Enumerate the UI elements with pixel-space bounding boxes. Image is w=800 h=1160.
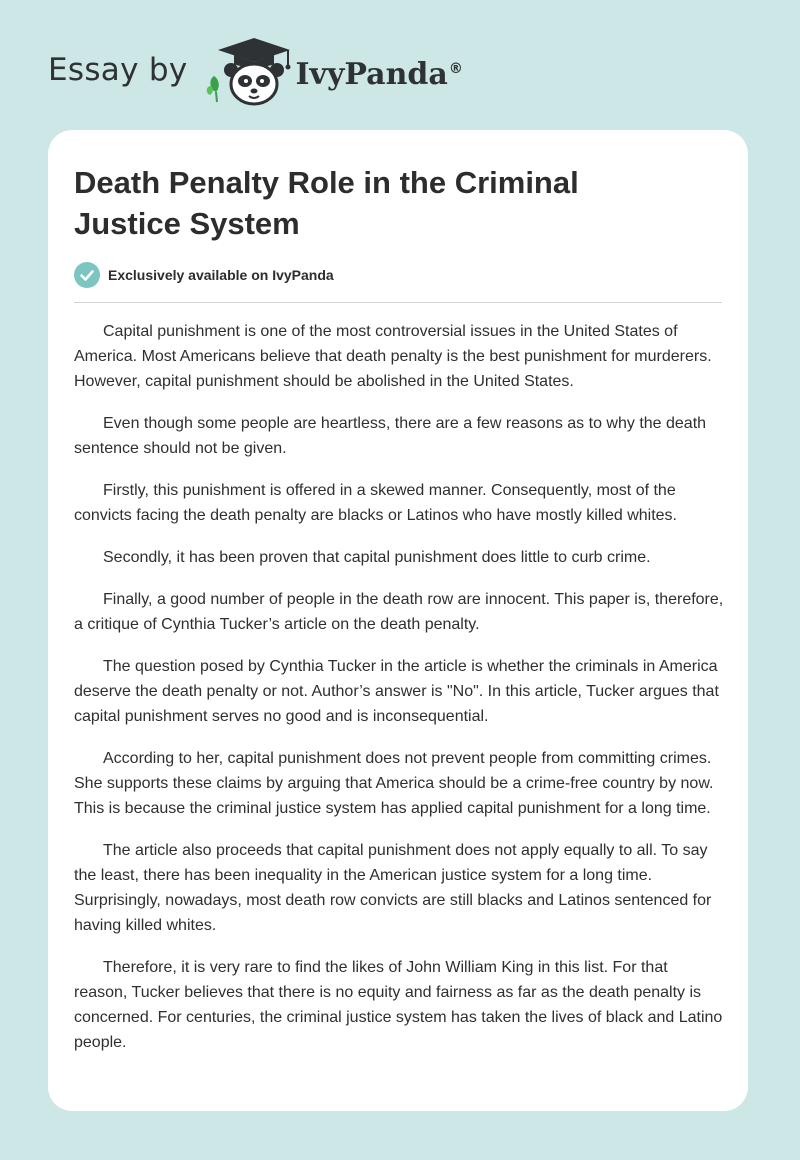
divider bbox=[74, 302, 722, 303]
essay-by-label: Essay by bbox=[48, 52, 188, 88]
paragraph: Capital punishment is one of the most controversial issues in the United States of America. Most Americans believe that death penalty is the best punishment for murderers. However, capital punishment should be abolished in the United States. bbox=[74, 323, 712, 390]
paragraph: Finally, a good number of people in the death row are innocent. This paper is, therefore, a critique of Cynthia Tucker’s article on the death penalty. bbox=[74, 591, 724, 633]
check-circle-icon bbox=[74, 262, 100, 288]
exclusive-label: Exclusively available on IvyPanda bbox=[108, 267, 334, 283]
paragraph: Even though some people are heartless, there are a few reasons as to why the death sentence should not be given. bbox=[74, 415, 707, 457]
paragraph: The article also proceeds that capital punishment does not apply equally to all. To say the least, there has been inequality in the American justice system for a long time. Surprisingly, nowadays, most death row convicts are still blacks and Latinos sentenced for having killed whites. bbox=[74, 842, 712, 934]
registered-mark: ® bbox=[448, 60, 463, 77]
essay-card bbox=[48, 130, 748, 1111]
essay-title: Death Penalty Role in the Criminal Justice System bbox=[74, 165, 579, 241]
exclusive-badge bbox=[74, 262, 334, 288]
paragraph: Firstly, this punishment is offered in a skewed manner. Consequently, most of the convicts facing the death penalty are blacks or Latinos who have mostly killed whites. bbox=[74, 482, 677, 524]
ivy-leaf-icon bbox=[206, 76, 218, 102]
paragraph: Secondly, it has been proven that capital punishment does little to curb crime. bbox=[103, 549, 651, 566]
panda-graduate-logo-icon[interactable] bbox=[204, 36, 294, 108]
paragraph: The question posed by Cynthia Tucker in the article is whether the criminals in America deserve the death penalty or not. Author’s answer is "No". In this article, Tucker argues that capital punishment serves no good and is inconsequential. bbox=[74, 658, 719, 725]
site-header bbox=[48, 34, 463, 110]
paragraph: According to her, capital punishment does not prevent people from committing crimes. She supports these claims by arguing that America should be a crime-free country by now. This is because the criminal justice system has applied capital punishment for a long time. bbox=[74, 750, 714, 817]
brand-name[interactable] bbox=[296, 57, 463, 92]
essay-body bbox=[74, 319, 724, 1072]
paragraph: Therefore, it is very rare to find the likes of John William King in this list. For that reason, Tucker believes that there is no equity and fairness as far as the death penalty is concerned. For centuries, the criminal justice system has taken the lives of black and Latino people. bbox=[74, 959, 723, 1051]
brand-text: IvyPanda bbox=[295, 56, 448, 92]
